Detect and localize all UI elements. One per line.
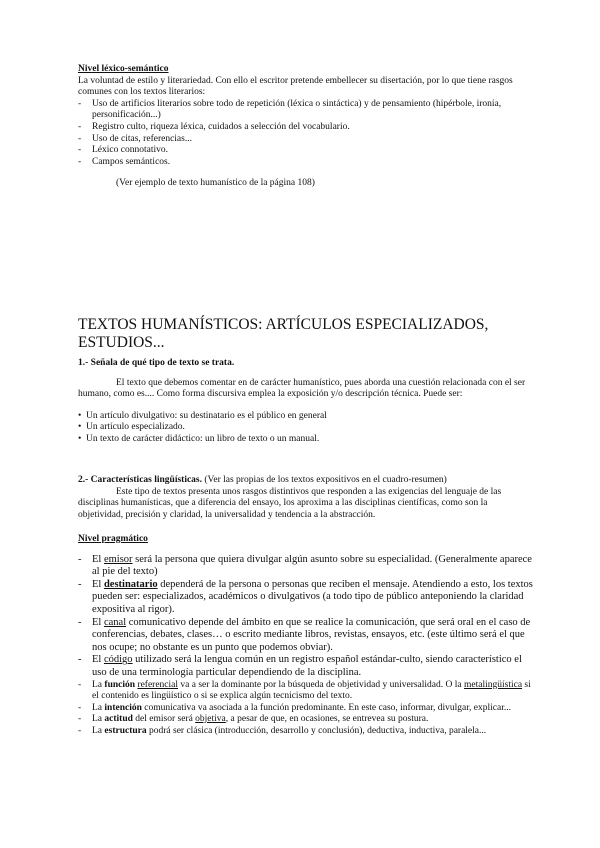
list-item: • Un artículo divulgativo: su destinatario es el público en general: [78, 411, 534, 423]
pragmatico-list: [78, 554, 534, 738]
list-item: [78, 726, 534, 738]
list-item: [78, 579, 534, 617]
item-text: comunicativo depende del ámbito en que se realice la comunicación, que será oral en el caso de conferencias, debates, clases… o escrito mediante libros, revistas, ensayos, etc. (este último será el que nos ocupe; no obstante es un punto que podemos obviar).: [92, 616, 531, 653]
lexico-list: [78, 99, 534, 169]
item-text: va a ser la dominante por la búsqueda de objetividad y universalidad. O la: [178, 679, 464, 690]
item-text: podrá ser clásica (introducción, desarrollo y conclusión), deductiva, inductiva, paralela...: [146, 725, 487, 736]
item-prefix: El: [92, 578, 104, 590]
list-item: - Campos semánticos.: [78, 157, 534, 169]
section-2-heading-note: (Ver las propias de los textos expositivos en el cuadro-resumen): [202, 475, 447, 485]
lexico-intro: La voluntad de estilo y literariedad. Con ello el escritor pretende embellecer su disertación, por lo que tiene rasgos comunes con los textos literarios:: [78, 75, 513, 98]
section-1-list: [78, 411, 534, 446]
lexico-heading: Nivel léxico-semántico: [78, 64, 169, 74]
section-2-paragraph: Este tipo de textos presenta unos rasgos distintivos que responden a las exigencias del lenguaje de las disciplinas humanísticas, que a diferencia del ensayo, los aproxima a las disciplinas científicas, como son la objetividad, precisión y claridad, la universalidad y tendencia a la abstracción.: [78, 486, 502, 520]
section-1: [78, 358, 534, 446]
keyword-funcion: función: [104, 679, 136, 690]
keyword-actitud: actitud: [104, 714, 133, 725]
lexico-note: (Ver ejemplo de texto humanístico de la página 108): [116, 178, 315, 189]
keyword-emisor: emisor: [103, 553, 133, 565]
pragmatico-heading: Nivel pragmático: [78, 534, 148, 544]
keyword-intencion: intención: [104, 702, 142, 713]
keyword-referencial: referencial: [137, 679, 179, 690]
section-2-heading-line: [78, 475, 534, 487]
list-item: [78, 680, 534, 703]
item-text: dependerá de la persona o personas que reciben el mensaje. Atendiendo a esto, los textos pueden ser: especializados, académicos o divulgativos (a todo tipo de público anteponiendo la claridad expositiva al rigor).: [92, 578, 533, 615]
lexico-section: [78, 64, 534, 190]
item-prefix: La: [92, 679, 105, 690]
list-item: • Un artículo especializado.: [78, 422, 534, 434]
keyword-codigo: código: [103, 654, 133, 666]
list-item: - Uso de artificios literarios sobre todo de repetición (léxica o sintáctica) y de pensamiento (hipérbole, ironía, personificación...): [78, 99, 534, 122]
list-item: [78, 554, 534, 579]
item-text: del emisor será: [132, 714, 196, 725]
keyword-destinatario: destinatario: [103, 578, 158, 590]
keyword-metalinguistica: metalingüística: [464, 679, 523, 690]
section-1-heading: 1.- Señala de qué tipo de texto se trata.: [78, 358, 235, 368]
item-text: si el contenido es lingüístico o si se explica algún tecnicismo del texto.: [92, 679, 531, 702]
section-2: [78, 475, 534, 521]
section-2-heading: 2.- Características lingüísticas.: [78, 475, 203, 485]
keyword-objetiva: objetiva: [195, 714, 226, 725]
item-prefix: La: [92, 702, 105, 713]
item-text: utilizado será la lengua común en un registro español estándar-culto, siendo característico el uso de una terminología particular dependiendo de la disciplina.: [92, 654, 522, 678]
list-item: - Registro culto, riqueza léxica, cuidados a selección del vocabulario.: [78, 122, 534, 134]
item-text: , a pesar de que, en ocasiones, se entrevea su postura.: [225, 714, 429, 725]
item-prefix: La: [92, 714, 105, 725]
item-text: será la persona que quiera divulgar algún asunto sobre su especialidad. (Generalmente aparece al pie del texto): [92, 553, 532, 578]
list-item: • Un texto de carácter didáctico: un libro de texto o un manual.: [78, 434, 534, 446]
item-prefix: El: [92, 553, 104, 565]
keyword-estructura: estructura: [104, 725, 147, 736]
keyword-canal: canal: [103, 616, 127, 628]
item-prefix: El: [92, 616, 104, 628]
pragmatico-section: [78, 534, 534, 738]
list-item: [78, 703, 534, 715]
list-item: [78, 714, 534, 726]
page-title: TEXTOS HUMANÍSTICOS: ARTÍCULOS ESPECIALIZADOS, ESTUDIOS...: [78, 316, 489, 351]
list-item: [78, 617, 534, 655]
section-1-paragraph: El texto que debemos comentar en de carácter humanístico, pues aborda una cuestión relacionada con el ser humano, como es.... Como forma discursiva emplea la exposición y/o descripción técnica. Puede ser:: [78, 377, 526, 400]
item-prefix: La: [92, 725, 105, 736]
item-text: comunicativa va asociada a la función predominante. En este caso, informar, divulgar, explicar...: [141, 702, 511, 713]
list-item: - Léxico connotativo.: [78, 145, 534, 157]
list-item: - Uso de citas, referencias...: [78, 134, 534, 146]
list-item: [78, 654, 534, 679]
item-prefix: El: [92, 654, 104, 666]
